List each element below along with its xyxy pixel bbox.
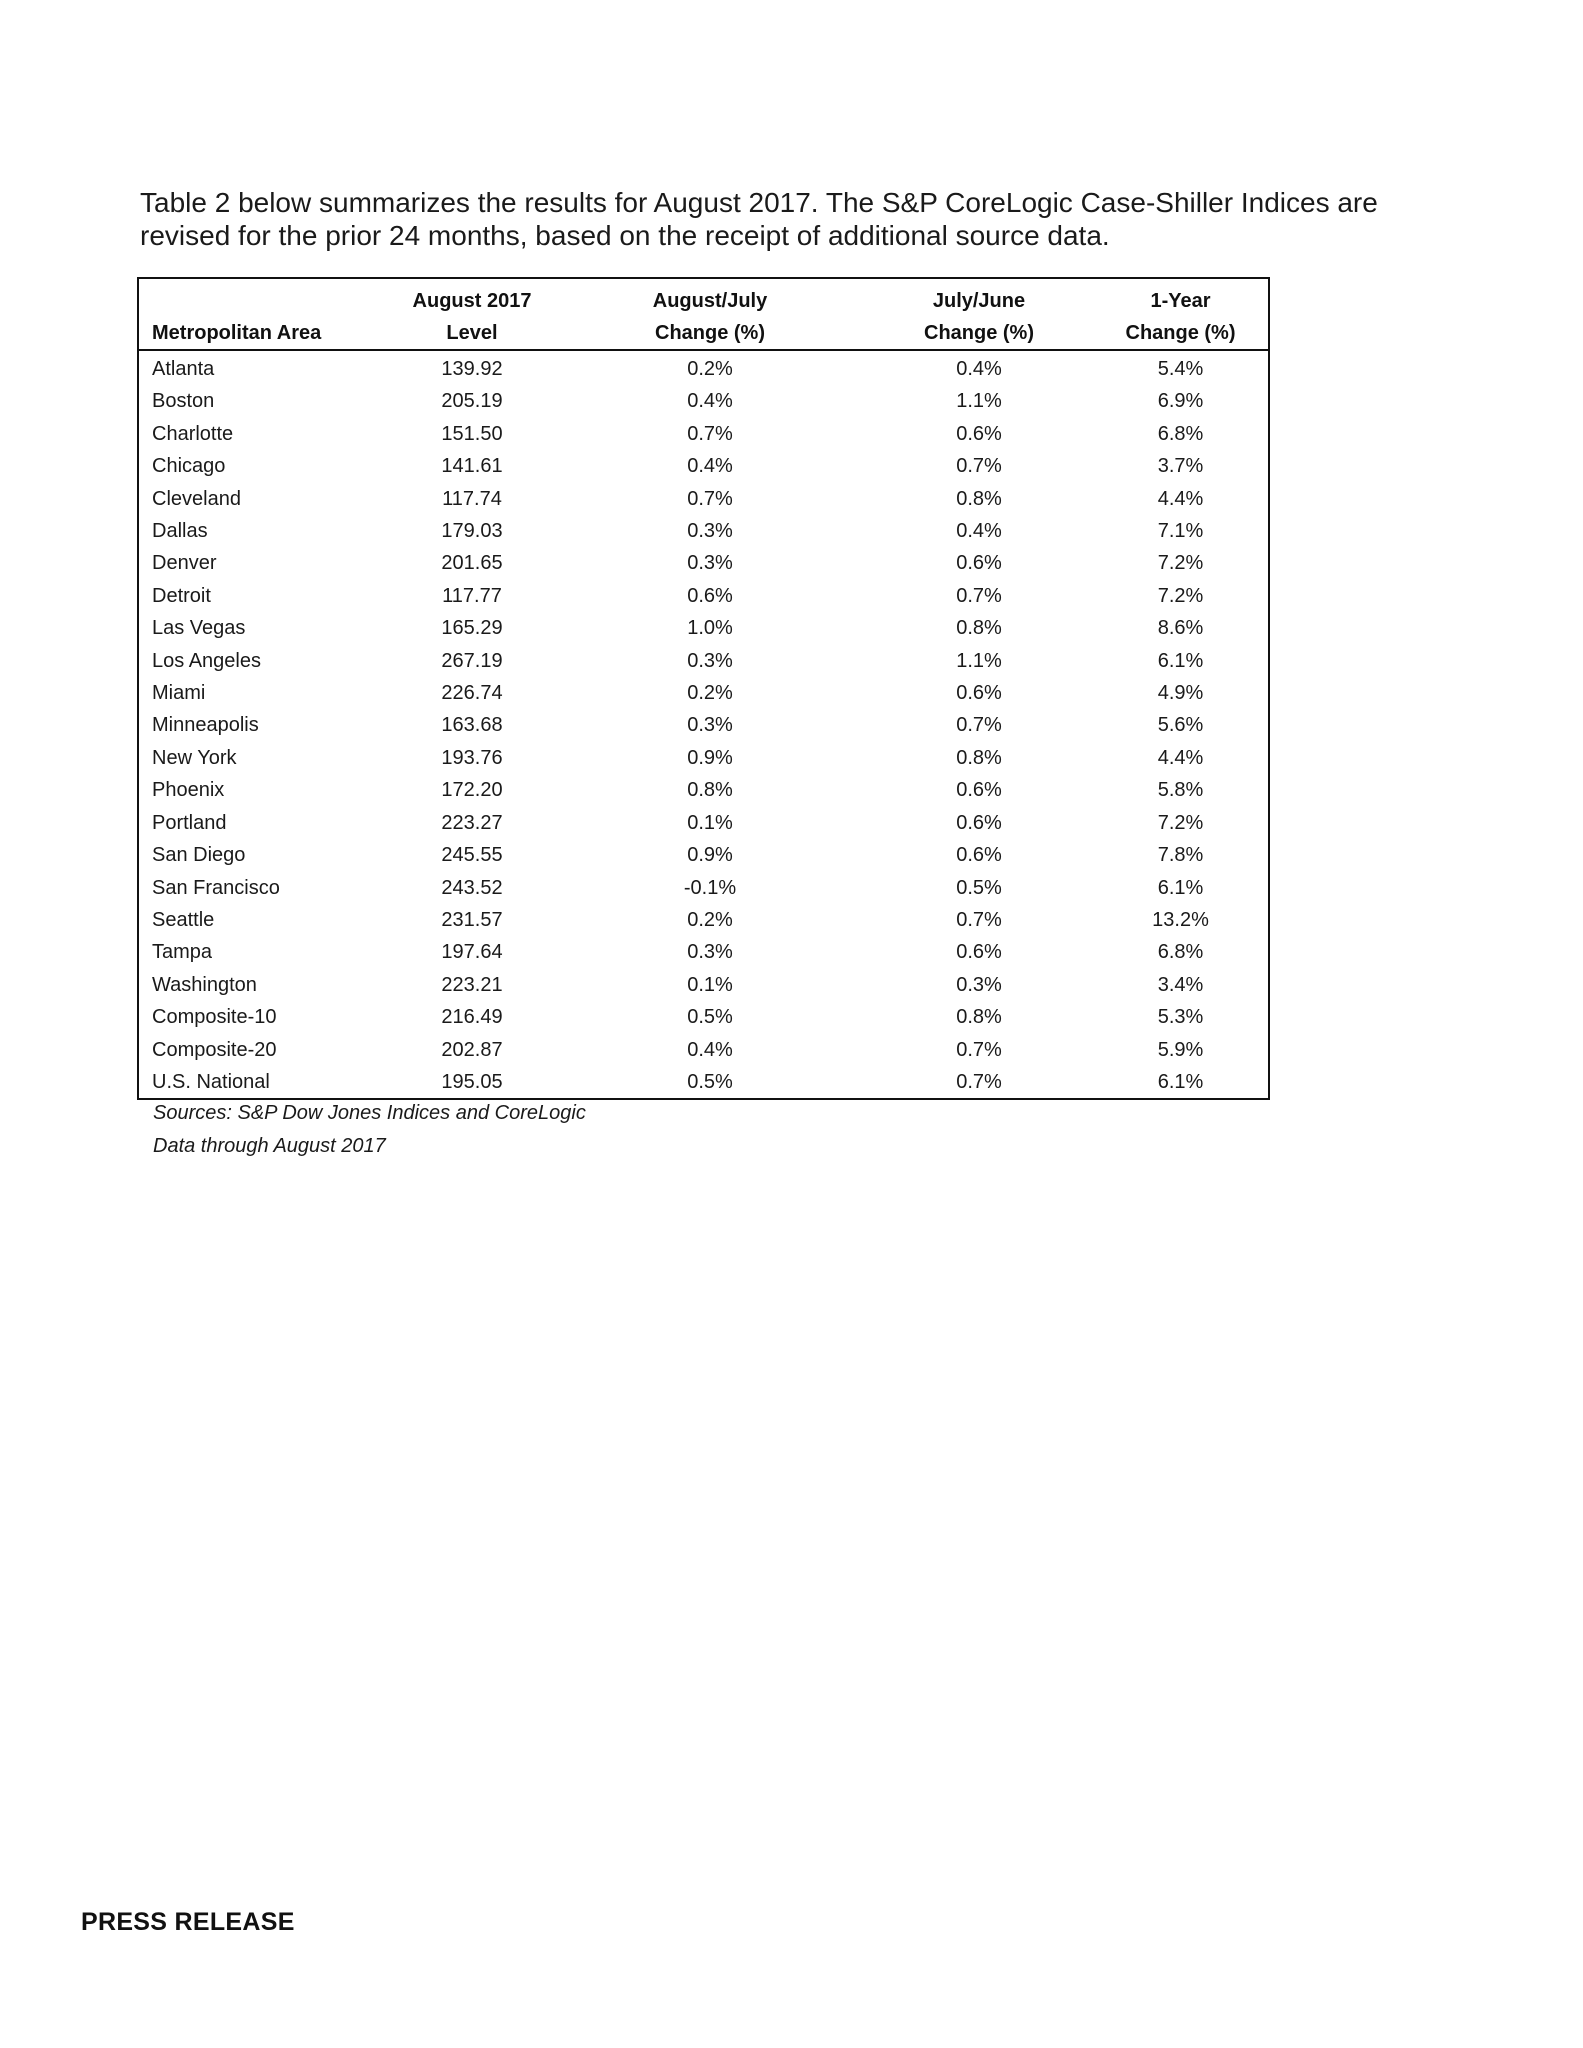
cell-area: Dallas xyxy=(152,520,208,543)
cell-one-year-change: 5.8% xyxy=(1157,779,1204,802)
cell-one-year-change: 7.1% xyxy=(1157,520,1204,543)
header-metropolitan-area: Metropolitan Area xyxy=(139,317,389,350)
cell-one-year-change: 8.6% xyxy=(1157,617,1204,640)
cell-level: 139.92 xyxy=(441,358,503,380)
cell-area: Denver xyxy=(152,552,217,575)
cell-aug-july-change: 0.1% xyxy=(687,811,733,834)
cell-level: 141.61 xyxy=(441,455,503,478)
table-row xyxy=(139,645,1268,677)
cell-july-june-change: 0.7% xyxy=(956,1070,1002,1093)
table-header-row-bottom xyxy=(139,317,1268,350)
table-row xyxy=(139,774,1268,806)
cell-area: San Francisco xyxy=(152,876,280,899)
cell-july-june-change: 0.6% xyxy=(956,552,1002,575)
cell-level: 172.20 xyxy=(441,779,503,802)
cell-one-year-change: 5.4% xyxy=(1157,358,1204,380)
cell-one-year-change: 5.3% xyxy=(1157,1006,1204,1029)
cell-area: Phoenix xyxy=(152,779,225,802)
cell-aug-july-change: 0.2% xyxy=(687,682,733,705)
table-row xyxy=(139,547,1268,579)
table-row xyxy=(139,1034,1268,1066)
cell-july-june-change: 0.8% xyxy=(956,1006,1002,1029)
table-row xyxy=(139,580,1268,612)
cell-area: Composite-20 xyxy=(152,1038,277,1061)
cell-aug-july-change: 0.5% xyxy=(687,1070,733,1093)
cell-one-year-change: 3.4% xyxy=(1157,973,1204,996)
cell-july-june-change: 0.7% xyxy=(956,714,1002,737)
cell-july-june-change: 0.6% xyxy=(956,682,1002,705)
table-row xyxy=(139,1001,1268,1033)
cell-level: 201.65 xyxy=(441,552,503,575)
cell-one-year-change: 13.2% xyxy=(1152,908,1209,931)
cell-aug-july-change: 0.7% xyxy=(687,487,733,510)
cell-aug-july-change: 0.4% xyxy=(687,390,733,413)
table-row xyxy=(139,807,1268,839)
cell-one-year-change: 7.8% xyxy=(1157,844,1204,867)
cell-area: Washington xyxy=(152,973,257,996)
cell-level: 195.05 xyxy=(441,1070,503,1093)
intro-line-2: revised for the prior 24 months, based on the receipt of additional source data. xyxy=(140,220,1110,251)
cell-area: Seattle xyxy=(152,908,215,931)
cell-aug-july-change: 0.3% xyxy=(687,552,733,575)
table-row xyxy=(139,450,1268,482)
sources-note: Sources: S&P Dow Jones Indices and CoreLogic xyxy=(153,1102,586,1124)
cell-july-june-change: 0.5% xyxy=(956,876,1002,899)
table-header-row-top xyxy=(139,279,1268,317)
cell-aug-july-change: 0.2% xyxy=(687,908,733,931)
cell-july-june-change: 0.6% xyxy=(956,844,1002,867)
cell-aug-july-change: 0.3% xyxy=(687,941,733,964)
table-row xyxy=(139,515,1268,547)
table-body xyxy=(139,350,1268,1098)
header-one-year-change: Change (%) xyxy=(1093,317,1268,350)
table-row xyxy=(139,839,1268,871)
cell-one-year-change: 6.9% xyxy=(1157,390,1204,413)
cell-july-june-change: 0.7% xyxy=(956,584,1002,607)
press-release-label: PRESS RELEASE xyxy=(81,1908,295,1936)
cell-area: Charlotte xyxy=(152,422,234,445)
cell-aug-july-change: 0.3% xyxy=(687,520,733,543)
cell-level: 197.64 xyxy=(441,941,503,964)
cell-july-june-change: 1.1% xyxy=(956,390,1002,413)
cell-one-year-change: 4.4% xyxy=(1157,487,1204,510)
header-top-level: August 2017 xyxy=(412,290,532,312)
cell-july-june-change: 0.8% xyxy=(956,487,1002,510)
table-row xyxy=(139,936,1268,968)
cell-area: Minneapolis xyxy=(152,714,259,737)
cell-one-year-change: 5.6% xyxy=(1157,714,1204,737)
cell-aug-july-change: 0.1% xyxy=(687,973,733,996)
cell-july-june-change: 1.1% xyxy=(956,649,1002,672)
cell-one-year-change: 6.8% xyxy=(1157,941,1204,964)
cell-level: 223.21 xyxy=(441,973,503,996)
cell-aug-july-change: 0.9% xyxy=(687,844,733,867)
table-row xyxy=(139,418,1268,450)
cell-july-june-change: 0.6% xyxy=(956,779,1002,802)
cell-july-june-change: 0.6% xyxy=(956,422,1002,445)
header-july-june-change: Change (%) xyxy=(865,317,1093,350)
cell-one-year-change: 4.9% xyxy=(1157,682,1204,705)
cell-aug-july-change: -0.1% xyxy=(683,876,737,899)
cell-level: 179.03 xyxy=(441,520,503,543)
cell-level: 202.87 xyxy=(441,1038,503,1061)
intro-line-1: Table 2 below summarizes the results for August 2017. The S&P CoreLogic Case-Shiller Indices are xyxy=(140,187,1378,218)
table-row xyxy=(139,483,1268,515)
cell-level: 165.29 xyxy=(441,617,503,640)
header-top-one-year: 1-Year xyxy=(1150,290,1211,312)
cell-july-june-change: 0.3% xyxy=(956,973,1002,996)
cell-level: 223.27 xyxy=(441,811,503,834)
cell-area: Boston xyxy=(152,390,215,413)
table-row xyxy=(139,677,1268,709)
cell-july-june-change: 0.7% xyxy=(956,908,1002,931)
header-level: Level xyxy=(389,317,555,350)
cell-one-year-change: 6.1% xyxy=(1157,649,1204,672)
cell-area: Portland xyxy=(152,811,227,834)
cell-level: 245.55 xyxy=(441,844,503,867)
cell-july-june-change: 0.6% xyxy=(956,941,1002,964)
table-row xyxy=(139,1066,1268,1098)
cell-aug-july-change: 0.6% xyxy=(687,584,733,607)
cell-level: 193.76 xyxy=(441,746,503,769)
cell-one-year-change: 6.8% xyxy=(1157,422,1204,445)
table-row xyxy=(139,872,1268,904)
cell-level: 226.74 xyxy=(441,682,503,705)
cell-area: U.S. National xyxy=(152,1070,270,1093)
cell-level: 267.19 xyxy=(441,649,503,672)
cell-one-year-change: 6.1% xyxy=(1157,1070,1204,1093)
cell-one-year-change: 7.2% xyxy=(1157,584,1204,607)
table-header xyxy=(139,279,1268,350)
cell-area: Cleveland xyxy=(152,487,241,510)
cell-area: Composite-10 xyxy=(152,1006,277,1029)
cell-area: Chicago xyxy=(152,455,226,478)
header-top-aug-july: August/July xyxy=(652,290,768,312)
cell-july-june-change: 0.8% xyxy=(956,746,1002,769)
cell-level: 216.49 xyxy=(441,1006,503,1029)
table-row xyxy=(139,385,1268,417)
cell-july-june-change: 0.8% xyxy=(956,617,1002,640)
cell-aug-july-change: 0.7% xyxy=(687,422,733,445)
cell-july-june-change: 0.4% xyxy=(956,358,1002,380)
cell-aug-july-change: 1.0% xyxy=(687,617,733,640)
cell-area: Miami xyxy=(152,682,206,705)
header-aug-july-change: Change (%) xyxy=(555,317,865,350)
cell-aug-july-change: 0.9% xyxy=(687,746,733,769)
table-row xyxy=(139,612,1268,644)
cell-one-year-change: 4.4% xyxy=(1157,746,1204,769)
cell-area: Atlanta xyxy=(152,358,215,380)
cell-one-year-change: 3.7% xyxy=(1157,455,1204,478)
table-row xyxy=(139,709,1268,741)
cell-july-june-change: 0.7% xyxy=(956,1038,1002,1061)
cell-one-year-change: 6.1% xyxy=(1157,876,1204,899)
table-row xyxy=(139,904,1268,936)
cell-aug-july-change: 0.4% xyxy=(687,1038,733,1061)
cell-july-june-change: 0.6% xyxy=(956,811,1002,834)
cell-aug-july-change: 0.8% xyxy=(687,779,733,802)
data-through-note: Data through August 2017 xyxy=(153,1135,386,1157)
cell-one-year-change: 7.2% xyxy=(1157,811,1204,834)
header-top-area xyxy=(139,279,389,317)
header-top-july-june: July/June xyxy=(932,290,1026,312)
cell-july-june-change: 0.4% xyxy=(956,520,1002,543)
cell-level: 117.77 xyxy=(442,584,502,607)
table-row xyxy=(139,969,1268,1001)
cell-one-year-change: 5.9% xyxy=(1157,1038,1204,1061)
cell-area: Los Angeles xyxy=(152,649,261,672)
cell-area: Detroit xyxy=(152,584,211,607)
cell-aug-july-change: 0.5% xyxy=(687,1006,733,1029)
cell-aug-july-change: 0.2% xyxy=(687,358,733,380)
cell-level: 243.52 xyxy=(441,876,503,899)
cell-level: 163.68 xyxy=(441,714,503,737)
results-table xyxy=(139,279,1268,1098)
table-notes xyxy=(153,1097,586,1163)
cell-july-june-change: 0.7% xyxy=(956,455,1002,478)
cell-area: New York xyxy=(152,746,237,769)
cell-aug-july-change: 0.4% xyxy=(687,455,733,478)
cell-aug-july-change: 0.3% xyxy=(687,649,733,672)
index-results-table xyxy=(137,277,1270,1100)
table-row xyxy=(139,350,1268,385)
cell-area: Las Vegas xyxy=(152,617,246,640)
table-row xyxy=(139,742,1268,774)
intro-paragraph xyxy=(140,186,1440,252)
cell-one-year-change: 7.2% xyxy=(1157,552,1204,575)
cell-area: San Diego xyxy=(152,844,246,867)
cell-level: 231.57 xyxy=(441,908,503,931)
cell-level: 205.19 xyxy=(441,390,503,413)
cell-level: 151.50 xyxy=(441,422,503,445)
cell-level: 117.74 xyxy=(442,487,502,510)
cell-area: Tampa xyxy=(152,941,213,964)
cell-aug-july-change: 0.3% xyxy=(687,714,733,737)
